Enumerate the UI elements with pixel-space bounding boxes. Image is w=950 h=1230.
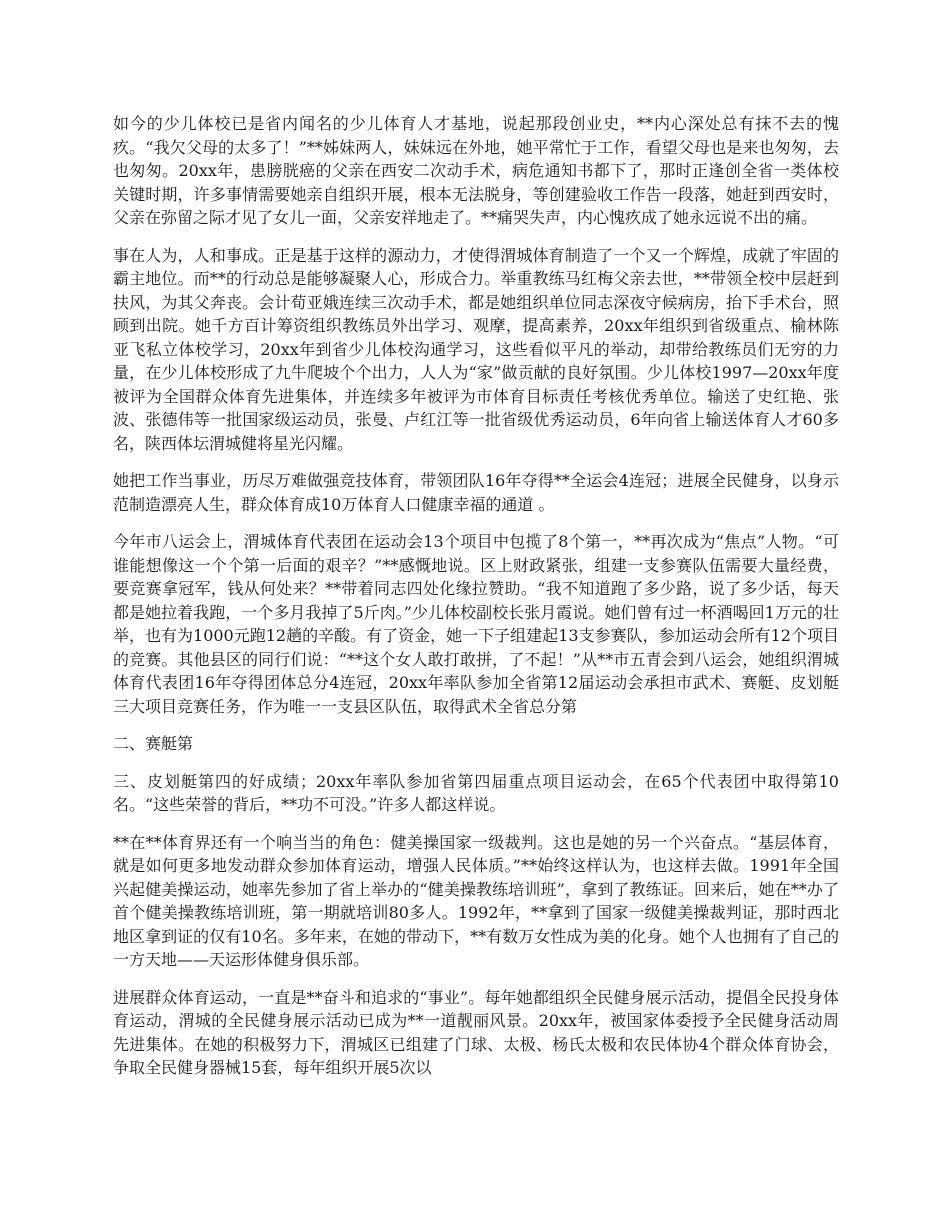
paragraph: 进展群众体育运动，一直是**奋斗和追求的“事业”。每年她都组织全民健身展示活动，提倡全民投身体育运动，渭城的全民健身展示活动已成为**一道靓丽风景。20xx年，被国家体委授予全民健身活动周先进集体。在她的积极努力下，渭城区已组建了门球、太极、杨氏太极和农民体协4个群众体育协会，争取全民健身器械15套，每年组织开展5次以: [113, 987, 839, 1077]
paragraph: 三、皮划艇第四的好成绩；20xx年率队参加省第四届重点项目运动会，在65个代表团中取得第10名。“这些荣誉的背后，**功不可没。”许多人都这样说。: [113, 771, 839, 814]
section-heading: 二、赛艇第: [113, 734, 194, 753]
paragraph: **在**体育界还有一个响当当的角色：健美操国家一级裁判。这也是她的另一个兴奋点。“基层体育，就是如何更多地发动群众参加体育运动，增强人民体质。”**始终这样认为，也这样去做。1991年全国兴起健美操运动，她率先参加了省上举办的“健美操教练培训班”，拿到了教练证。回来后，她在**办了首个健美操教练培训班，第一期就培训80多人。1992年，**拿到了国家一级健美操裁判证，那时西北地区拿到证的仅有10名。多年来，在她的带动下，**有数万女性成为美的化身。她个人也拥有了自己的一方天地——天运形体健身俱乐部。: [113, 832, 839, 969]
paragraph: 她把工作当事业，历尽万难做强竞技体育，带领团队16年夺得**全运会4连冠；进展全民健身，以身示范制造漂亮人生，群众体育成10万体育人口健康幸福的通道 。: [113, 471, 839, 514]
document-body: [113, 112, 839, 1094]
paragraph: 事在人为，人和事成。正是基于这样的源动力，才使得渭城体育制造了一个又一个辉煌，成就了牢固的霸主地位。而**的行动总是能够凝聚人心，形成合力。举重教练马红梅父亲去世，**带领全校中层赶到扶风，为其父奔丧。会计荀亚娥连续三次动手术，都是她组织单位同志深夜守候病房，抬下手术台，照顾到出院。她千方百计筹资组织教练员外出学习、观摩，提高素养，20xx年组织到省级重点、榆林陈亚飞私立体校学习，20xx年到省少儿体校沟通学习，这些看似平凡的举动，却带给教练员们无穷的力量，在少儿体校形成了九牛爬坡个个出力，人人为“家”做贡献的良好氛围。少儿体校1997—20xx年度被评为全国群众体育先进集体，并连续多年被评为市体育目标责任考核优秀单位。输送了史红艳、张波、张德伟等一批国家级运动员，张曼、卢红江等一批省级优秀运动员，6年向省上输送体育人才60多名，陕西体坛渭城健将星光闪耀。: [113, 245, 839, 453]
paragraph: 今年市八运会上，渭城体育代表团在运动会13个项目中包揽了8个第一，**再次成为“焦点”人物。“可谁能想像这一个个第一后面的艰辛？”**感慨地说。区上财政紧张，组建一支参赛队伍需要大量经费，要竞赛拿冠军，钱从何处来？**带着同志四处化缘拉赞助。“我不知道跑了多少路，说了多少话，每天都是她拉着我跑，一个多月我掉了5斤肉。”少儿体校副校长张月霞说。她们曾有过一杯酒喝回1万元的壮举，也有为1000元跑12趟的辛酸。有了资金，她一下子组建起13支参赛队，参加运动会所有12个项目的竞赛。其他县区的同行们说：“**这个女人敢打敢拼，了不起！”从**市五青会到八运会，她组织渭城体育代表团16年夺得团体总分4连冠，20xx年率队参加全省第12届运动会承担市武术、赛艇、皮划艇三大项目竞赛任务，作为唯一一支县区队伍，取得武术全省总分第: [113, 532, 839, 716]
paragraph: 如今的少儿体校已是省内闻名的少儿体育人才基地，说起那段创业史，**内心深处总有抹不去的愧疚。“我欠父母的太多了！”**姊妹两人，妹妹远在外地，她平常忙于工作，看望父母也是来也匆匆，去也匆匆。20xx年，患膀胱癌的父亲在西安二次动手术，病危通知书都下了，那时正逢创全省一类体校关键时期，许多事情需要她亲自组织开展，根本无法脱身，等创建验收工作告一段落，她赶到西安时，父亲在弥留之际才见了女儿一面，父亲安祥地走了。**痛哭失声，内心愧疚成了她永远说不出的痛。: [113, 114, 839, 227]
